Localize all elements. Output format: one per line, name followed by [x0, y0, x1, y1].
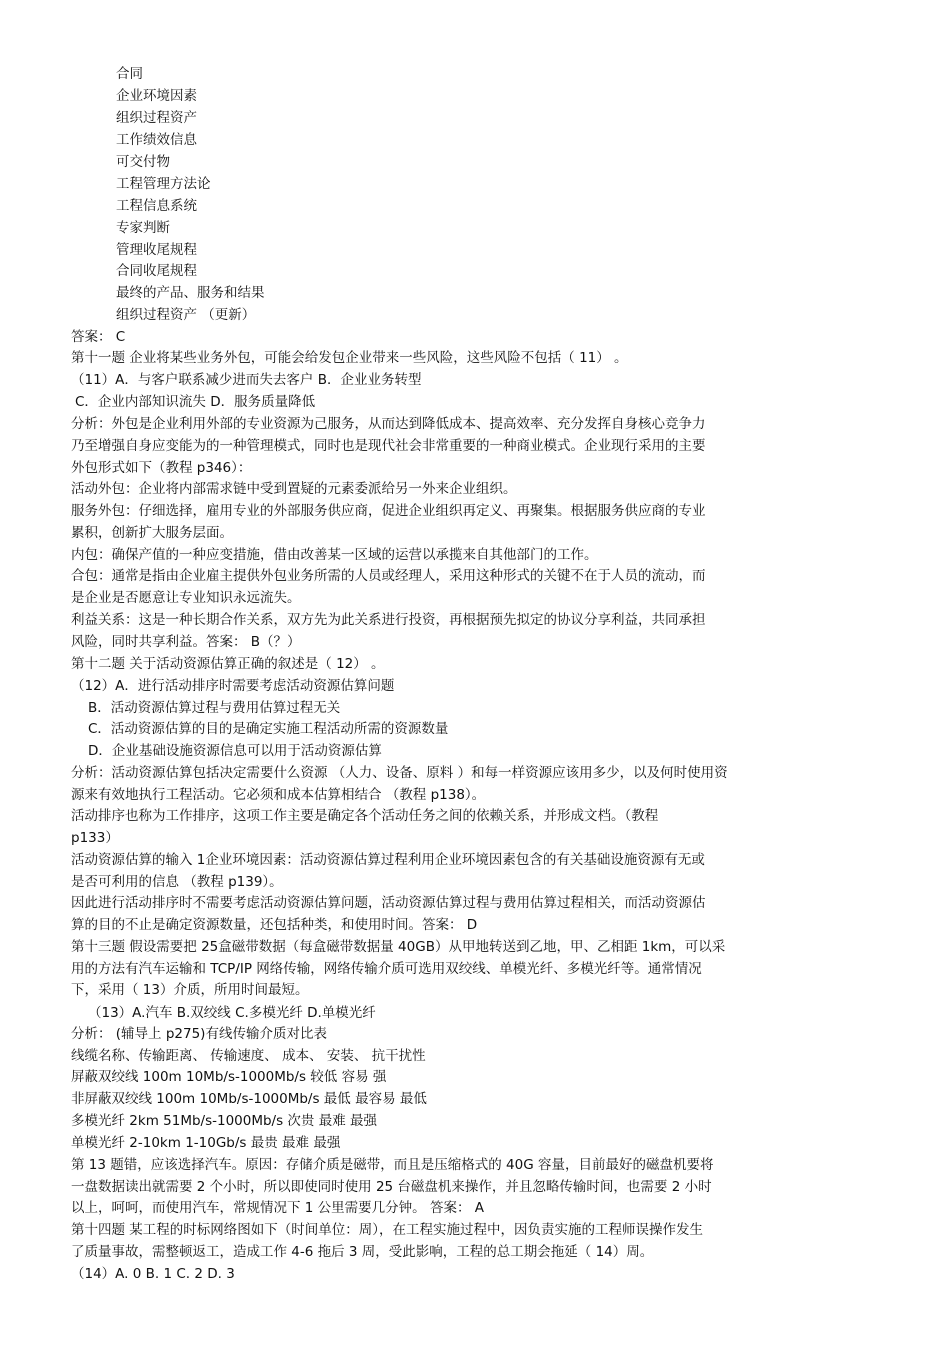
option-line: C．企业内部知识流失 D．服务质量降低	[75, 394, 316, 410]
question-line: 第十三题 假设需要把 25盒磁带数据（每盒磁带数据量 40GB）从甲地转送到乙地，甲、乙相距 1km，可以采	[71, 939, 726, 955]
text-line: 风险，同时共享利益。答案： B（？）	[71, 634, 301, 650]
question-line: 了质量事故，需整顿返工，造成工作 4-6 拖后 3 周，受此影响，工程的总工期会拖延（ 14）周。	[71, 1244, 654, 1260]
text-line: 分析：活动资源估算包括决定需要什么资源 （人力、设备、原料 ）和每一样资源应该用多少，以及何时使用资	[71, 765, 728, 781]
text-line: 源来有效地执行工程活动。它必须和成本估算相结合 （教程 p138）。	[71, 787, 486, 803]
answer-line: 答案： C	[71, 329, 126, 345]
text-line: 合同	[116, 66, 143, 82]
option-line: B．活动资源估算过程与费用估算过程无关	[88, 700, 341, 716]
table-row-line: 屏蔽双绞线 100m 10Mb/s-1000Mb/s 较低 容易 强	[71, 1069, 387, 1085]
text-line: 合同收尾规程	[116, 263, 197, 279]
text-line: 累积，创新扩大服务层面。	[71, 525, 233, 541]
question-line: 用的方法有汽车运输和 TCP/IP 网络传输，网络传输介质可选用双绞线、单模光纤、多模光纤等。通常情况	[71, 961, 702, 977]
option-line: C．活动资源估算的目的是确定实施工程活动所需的资源数量	[88, 721, 449, 737]
text-line: 是企业是否愿意让专业知识永远流失。	[71, 590, 301, 606]
text-line: 内包：确保产值的一种应变措施，借由改善某一区域的运营以承揽来自其他部门的工作。	[71, 547, 598, 563]
text-line: 外包形式如下（教程 p346）：	[71, 460, 252, 476]
option-line: （13）A.汽车 B.双绞线 C.多模光纤 D.单模光纤	[88, 1005, 376, 1021]
option-line: D．企业基础设施资源信息可以用于活动资源估算	[88, 743, 382, 759]
text-line: 利益关系：这是一种长期合作关系，双方先为此关系进行投资，再根据预先拟定的协议分享利益，共同承担	[71, 612, 706, 628]
text-line: 活动排序也称为工作排序，这项工作主要是确定各个活动任务之间的依赖关系，并形成文档。（教程	[71, 808, 659, 824]
option-line: （12）A．进行活动排序时需要考虑活动资源估算问题	[71, 678, 395, 694]
table-header-line: 线缆名称、传输距离、 传输速度、 成本、 安装、 抗干扰性	[71, 1048, 426, 1064]
text-line: p133）	[71, 830, 119, 846]
question-line: 第十二题 关于活动资源估算正确的叙述是（ 12） 。	[71, 656, 385, 672]
question-line: 第十一题 企业将某些业务外包，可能会给发包企业带来一些风险，这些风险不包括（ 11） 。	[71, 350, 628, 366]
text-line: 因此进行活动排序时不需要考虑活动资源估算问题，活动资源估算过程与费用估算过程相关，而活动资源估	[71, 895, 706, 911]
text-line: 合包：通常是指由企业雇主提供外包业务所需的人员或经理人，采用这种形式的关键不在于人员的流动，而	[71, 568, 706, 584]
text-line: 工程信息系统	[116, 198, 197, 214]
text-line: 活动外包：企业将内部需求链中受到置疑的元素委派给另一外来企业组织。	[71, 481, 517, 497]
text-line: 乃至增强自身应变能为的一种管理模式，同时也是现代社会非常重要的一种商业模式。企业现行采用的主要	[71, 438, 706, 454]
table-row-line: 多模光纤 2km 51Mb/s-1000Mb/s 次贵 最难 最强	[71, 1113, 378, 1129]
table-row-line: 非屏蔽双绞线 100m 10Mb/s-1000Mb/s 最低 最容易 最低	[71, 1091, 427, 1107]
text-line: 分析：外包是企业利用外部的专业资源为己服务，从而达到降低成本、提高效率、充分发挥自身核心竞争力	[71, 416, 706, 432]
text-line: 是否可利用的信息 （教程 p139）。	[71, 874, 283, 890]
text-line: 组织过程资产	[116, 110, 197, 126]
text-line: 专家判断	[116, 220, 170, 236]
text-line: 组织过程资产 （更新）	[116, 307, 256, 323]
table-row-line: 单模光纤 2-10km 1-10Gb/s 最贵 最难 最强	[71, 1135, 341, 1151]
text-line: 第 13 题错，应该选择汽车。原因：存储介质是磁带，而且是压缩格式的 40G 容量，目前最好的磁盘机要将	[71, 1157, 714, 1173]
text-line: 以上，呵呵，而使用汽车，常规情况下 1 公里需要几分钟。 答案： A	[71, 1200, 484, 1216]
text-line: 可交付物	[116, 154, 170, 170]
text-line: 工程管理方法论	[116, 176, 211, 192]
text-line: 一盘数据读出就需要 2 个小时，所以即使同时使用 25 台磁盘机来操作，并且忽略传输时间，也需要 2 小时	[71, 1179, 712, 1195]
question-line: 第十四题 某工程的时标网络图如下（时间单位：周），在工程实施过程中，因负责实施的工程师误操作发生	[71, 1222, 704, 1238]
text-line: 管理收尾规程	[116, 242, 197, 258]
text-line: 企业环境因素	[116, 88, 197, 104]
text-line: 服务外包：仔细选择，雇用专业的外部服务供应商，促进企业组织再定义、再聚集。根据服务供应商的专业	[71, 503, 706, 519]
text-line: 算的目的不止是确定资源数量，还包括种类，和使用时间。答案： D	[71, 917, 478, 933]
option-line: （11）A．与客户联系减少进而失去客户 B．企业业务转型	[71, 372, 422, 388]
option-line: （14）A. 0 B. 1 C. 2 D. 3	[71, 1266, 235, 1282]
text-line: 最终的产品、服务和结果	[116, 285, 265, 301]
text-line: 分析： (辅导上 p275)有线传输介质对比表	[71, 1026, 327, 1042]
text-line: 工作绩效信息	[116, 132, 197, 148]
question-line: 下，采用（ 13）介质，所用时间最短。	[71, 982, 309, 998]
text-line: 活动资源估算的输入 1企业环境因素：活动资源估算过程利用企业环境因素包含的有关基础设施资源有无或	[71, 852, 705, 868]
